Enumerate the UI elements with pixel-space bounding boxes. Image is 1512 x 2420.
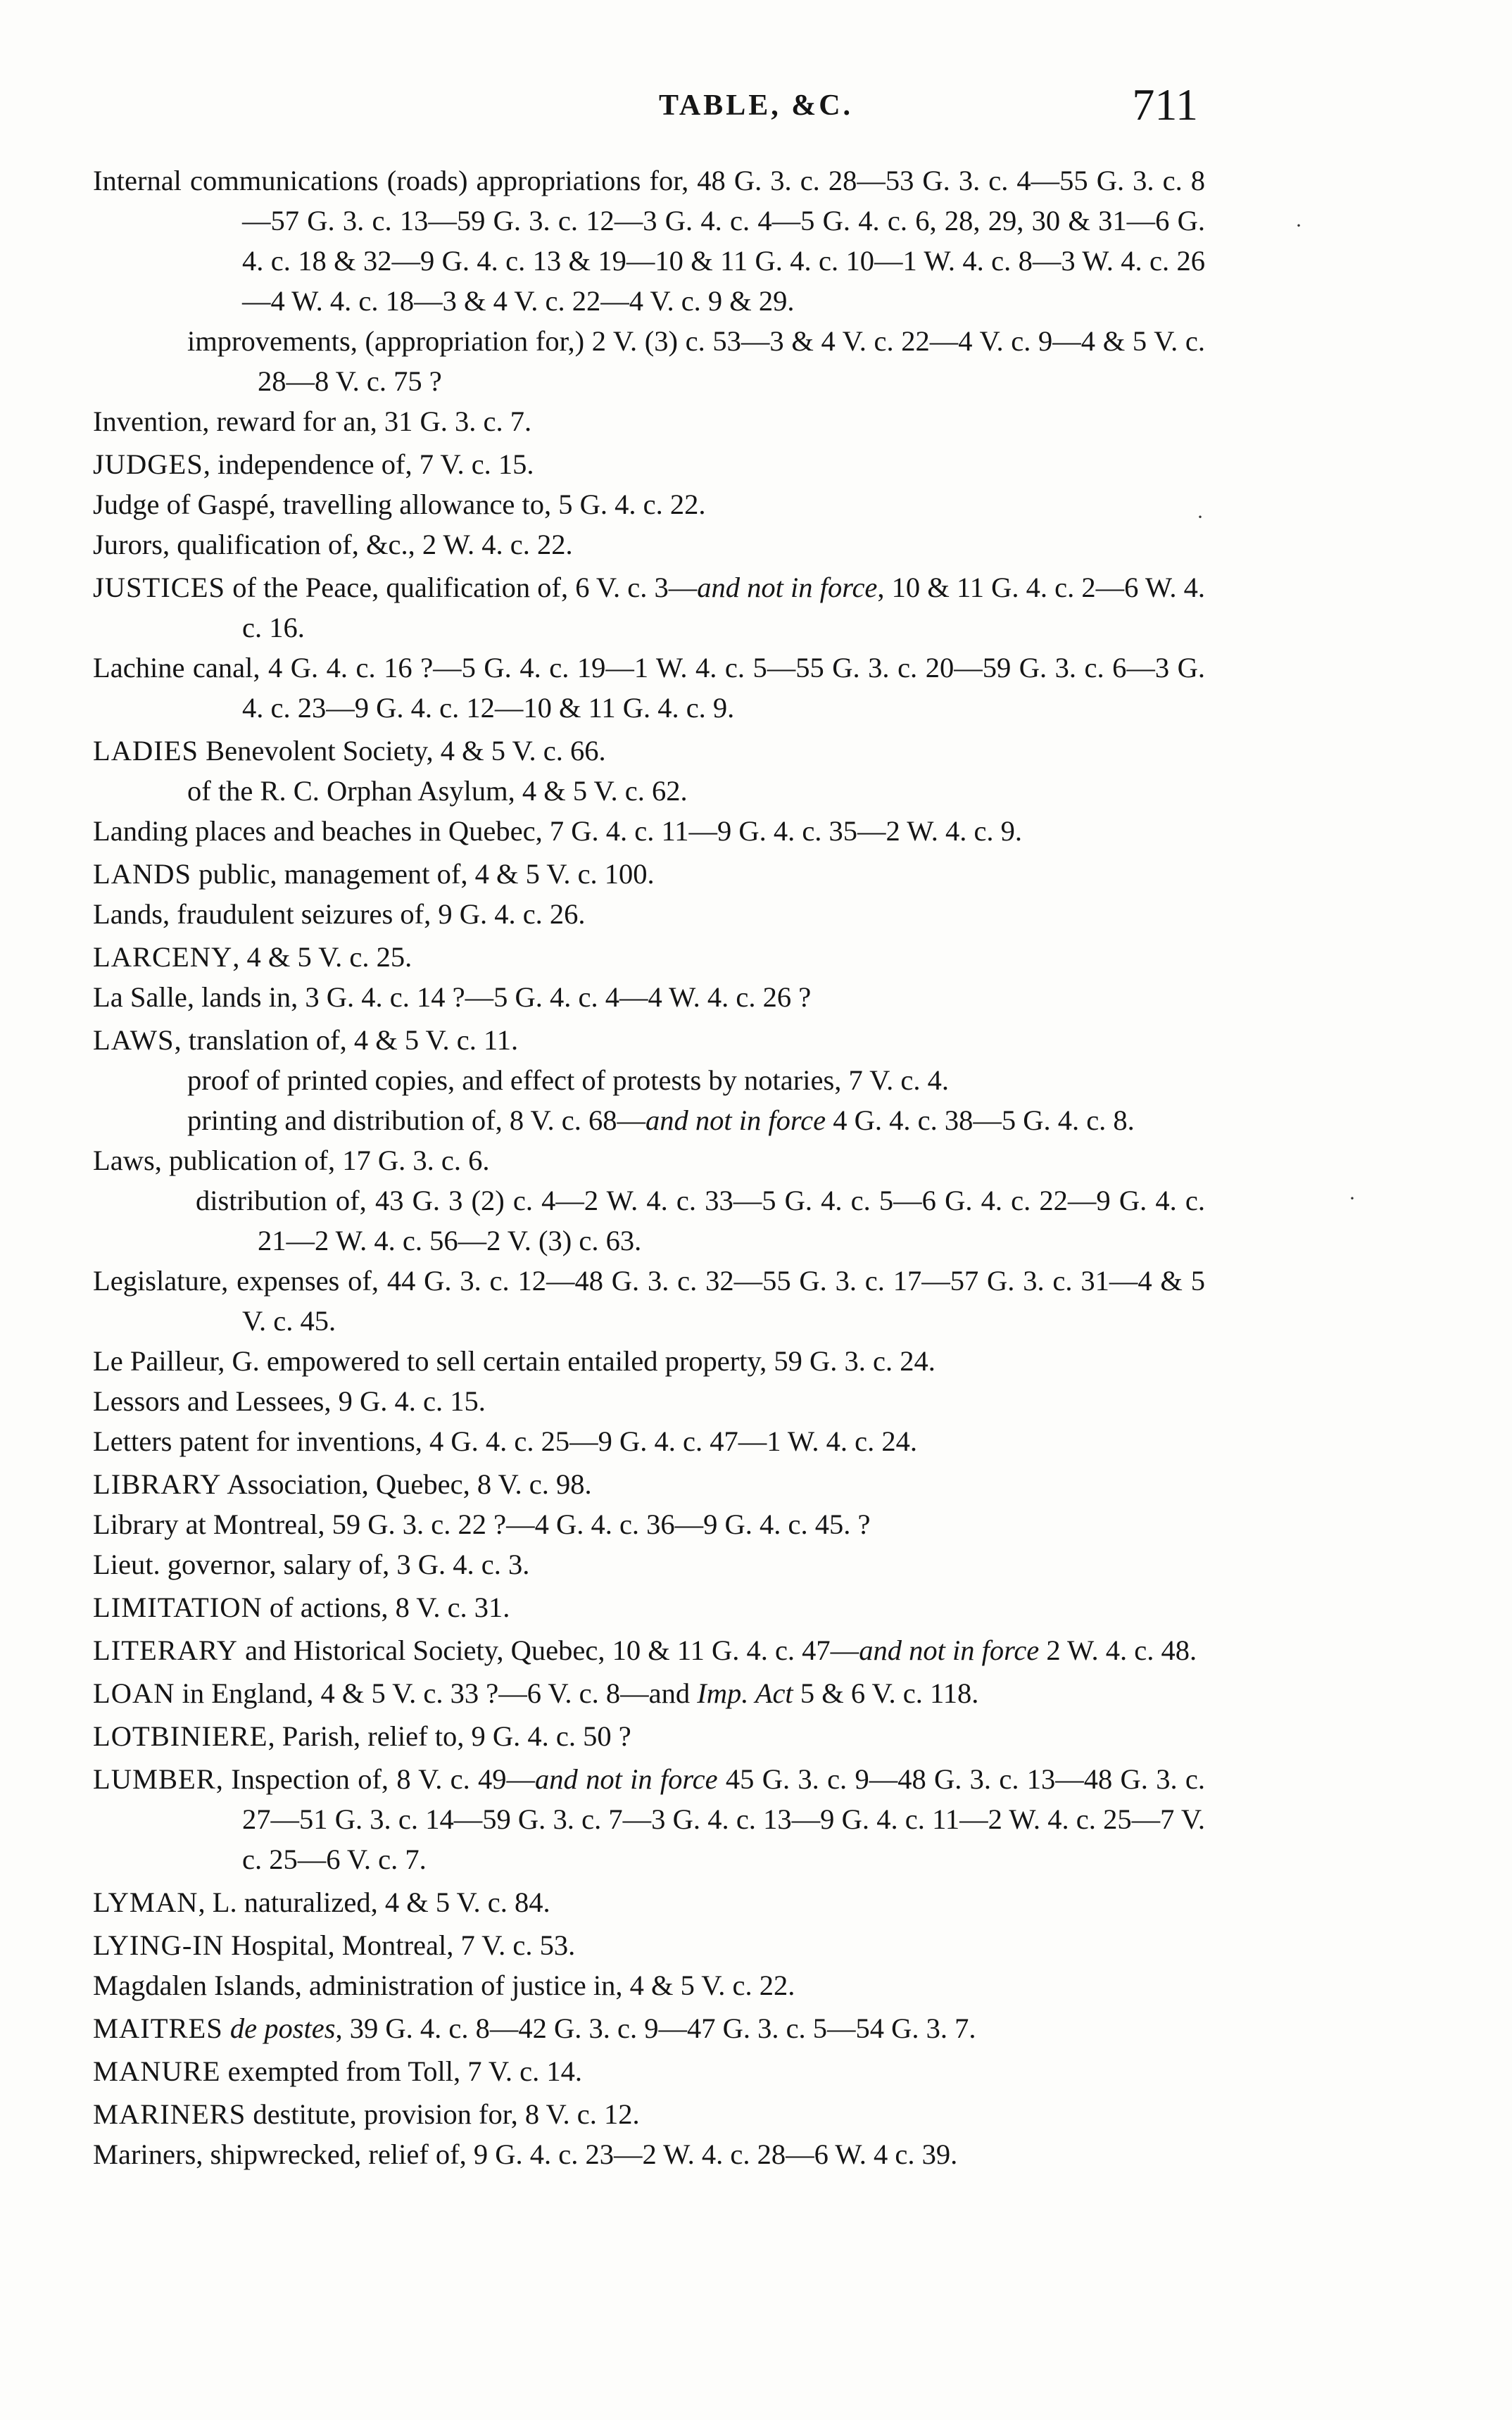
entry-text-tail: , 39 G. 4. c. 8—42 G. 3. c. 9—47 G. 3. c. 5—54 G. 3. 7. (335, 2012, 976, 2044)
entry-italic: and not in force (859, 1634, 1040, 1666)
index-entry (93, 524, 1205, 565)
index-entry (187, 1100, 1205, 1140)
entry-text: and Historical Society, Quebec, 10 & 11 G. 4. c. 47— (238, 1634, 859, 1666)
index-entry (93, 1261, 1205, 1341)
entry-text: of the R. C. Orphan Asylum, 4 & 5 V. c. 62. (187, 775, 688, 807)
entry-text: , Inspection of, 8 V. c. 49— (215, 1763, 536, 1795)
entry-heading: LARCENY (93, 941, 233, 973)
entry-text: Lessors and Lessees, 9 G. 4. c. 15. (93, 1385, 486, 1417)
entry-text: Letters patent for inventions, 4 G. 4. c. 25—9 G. 4. c. 47—1 W. 4. c. 24. (93, 1425, 917, 1457)
index-entry (93, 1544, 1205, 1584)
index-entry (93, 1341, 1205, 1381)
index-entry (93, 1020, 1205, 1060)
entry-text: Association, Quebec, 8 V. c. 98. (221, 1468, 592, 1500)
entry-text: exempted from Toll, 7 V. c. 14. (220, 2055, 583, 2087)
entry-text: , Parish, relief to, 9 G. 4. c. 50 ? (267, 1720, 631, 1752)
index-entry (93, 1587, 1205, 1627)
entry-italic: Imp. Act (697, 1677, 793, 1709)
index-entry (93, 160, 1205, 321)
running-title: TABLE, &C. (658, 89, 854, 122)
entry-text: improvements, (appropriation for,) 2 V. (3) c. 53—3 & 4 V. c. 22—4 V. c. 9—4 & 5 V. c. 28—8 V. c. 75 ? (187, 325, 1205, 397)
entry-text: proof of printed copies, and effect of protests by notaries, 7 V. c. 4. (187, 1064, 949, 1096)
running-head (0, 79, 1512, 135)
stray-mark: · (1295, 214, 1302, 237)
entry-text: , L. naturalized, 4 & 5 V. c. 84. (198, 1886, 550, 1918)
entry-text: , independence of, 7 V. c. 15. (203, 448, 534, 480)
index-entry (93, 484, 1205, 524)
entry-heading: LYMAN (93, 1886, 199, 1918)
entry-heading: LYING-IN (93, 1929, 225, 1961)
index-entry (93, 977, 1205, 1017)
entry-heading: LIBRARY (93, 1468, 222, 1500)
index-entry (93, 731, 1205, 771)
index-entry (93, 1504, 1205, 1544)
entry-text-tail: 2 W. 4. c. 48. (1039, 1634, 1197, 1666)
entry-text: Lachine canal, 4 G. 4. c. 16 ?—5 G. 4. c. 19—1 W. 4. c. 5—55 G. 3. c. 20—59 G. 3. c. 6—3 G. 4. c. 23—9 G. 4. c. 12—10 & 11 G. 4. c. 9. (93, 652, 1205, 724)
index-entry (93, 1630, 1205, 1670)
index-entry (93, 1965, 1205, 2005)
index-entry (93, 1759, 1205, 1879)
index-entry (187, 321, 1205, 401)
index-entry (93, 2094, 1205, 2134)
entry-text: public, management of, 4 & 5 V. c. 100. (191, 858, 655, 890)
entry-italic: and not in force (535, 1763, 718, 1795)
index-entry (93, 1421, 1205, 1461)
index-entry (93, 1882, 1205, 1922)
entry-text: distribution of, 43 G. 3 (2) c. 4—2 W. 4. c. 33—5 G. 4. c. 5—6 G. 4. c. 22—9 G. 4. c. 21—2 W. 4. c. 56—2 V. (3) c. 63. (196, 1185, 1205, 1256)
index-entry (93, 2134, 1205, 2174)
index-entry (93, 567, 1206, 648)
entry-text: of actions, 8 V. c. 31. (262, 1592, 510, 1623)
entry-text (223, 2012, 230, 2044)
entry-heading: LIMITATION (93, 1592, 263, 1623)
entry-text-tail: 5 & 6 V. c. 118. (793, 1677, 979, 1709)
entry-heading: LOAN (93, 1677, 175, 1709)
entry-text: Lieut. governor, salary of, 3 G. 4. c. 3. (93, 1549, 530, 1580)
entry-text: Invention, reward for an, 31 G. 3. c. 7. (93, 405, 532, 437)
entry-text: , 4 & 5 V. c. 25. (232, 941, 412, 973)
index-entry (93, 2008, 1205, 2048)
entry-text: in England, 4 & 5 V. c. 33 ?—6 V. c. 8—and (175, 1677, 698, 1709)
entry-text: La Salle, lands in, 3 G. 4. c. 14 ?—5 G. 4. c. 4—4 W. 4. c. 26 ? (93, 981, 812, 1013)
entry-heading: LANDS (93, 858, 192, 890)
index-entry (93, 1716, 1205, 1756)
index-entry (187, 771, 1205, 811)
entry-heading: JUSTICES (93, 572, 226, 603)
entry-text: Laws, publication of, 17 G. 3. c. 6. (93, 1145, 490, 1176)
index-entry (93, 937, 1205, 977)
stray-mark: · (1197, 505, 1204, 529)
entry-heading: LITERARY (93, 1634, 238, 1666)
entry-text-tail: 45 G. 3. c. 9—48 G. 3. c. 13—48 G. 3. c. 27—51 G. 3. c. 14—59 G. 3. c. 7—3 G. 4. c. 13—9 G. 4. c. 11—2 W. 4. c. 25—7 V. c. 25—6 V. c. 7. (242, 1763, 1205, 1875)
entry-text: Landing places and beaches in Quebec, 7 G. 4. c. 11—9 G. 4. c. 35—2 W. 4. c. 9. (93, 815, 1023, 847)
entry-italic: de postes (229, 2012, 336, 2044)
index-entries (93, 160, 1205, 2174)
entry-text: Legislature, expenses of, 44 G. 3. c. 12—48 G. 3. c. 32—55 G. 3. c. 17—57 G. 3. c. 31—4 & 5 V. c. 45. (93, 1265, 1205, 1337)
entry-italic: and not in force (645, 1104, 826, 1136)
entry-heading: MAITRES (93, 2012, 223, 2044)
entry-heading: MANURE (93, 2055, 221, 2087)
index-entry (93, 648, 1205, 728)
entry-text: printing and distribution of, 8 V. c. 68— (187, 1104, 645, 1136)
entry-heading: LAWS (93, 1024, 175, 1056)
entry-text: Judge of Gaspé, travelling allowance to, 5 G. 4. c. 22. (93, 489, 706, 520)
entry-heading: LADIES (93, 735, 199, 767)
entry-text-tail: 4 G. 4. c. 38—5 G. 4. c. 8. (826, 1104, 1135, 1136)
index-entry (93, 1925, 1205, 1965)
entry-text: Magdalen Islands, administration of justice in, 4 & 5 V. c. 22. (93, 1970, 795, 2001)
entry-text: Lands, fraudulent seizures of, 9 G. 4. c. 26. (93, 898, 586, 930)
entry-text: Le Pailleur, G. empowered to sell certain entailed property, 59 G. 3. c. 24. (93, 1345, 935, 1377)
entry-heading: LOTBINIERE (93, 1720, 268, 1752)
index-entry (93, 1464, 1205, 1504)
index-entry (93, 2051, 1205, 2091)
entry-italic: and not in force (697, 572, 878, 603)
index-entry (93, 401, 1205, 441)
entry-heading: LUMBER (93, 1763, 216, 1795)
entry-text: Library at Montreal, 59 G. 3. c. 22 ?—4 G. 4. c. 36—9 G. 4. c. 45. ? (93, 1508, 871, 1540)
index-entry (196, 1180, 1205, 1261)
index-entry (93, 1140, 1205, 1180)
entry-heading: MARINERS (93, 2098, 246, 2130)
entry-text: Benevolent Society, 4 & 5 V. c. 66. (199, 735, 606, 767)
index-entry (187, 1060, 1205, 1100)
entry-text: , translation of, 4 & 5 V. c. 11. (174, 1024, 519, 1056)
entry-text-tail: , 10 & 11 G. 4. c. 2—6 W. 4. c. 16. (242, 572, 1206, 643)
index-entry (93, 1381, 1205, 1421)
index-entry (93, 444, 1205, 484)
stray-mark: · (1349, 1187, 1356, 1210)
page-number: 711 (1132, 80, 1198, 130)
entry-text: Mariners, shipwrecked, relief of, 9 G. 4. c. 23—2 W. 4. c. 28—6 W. 4 c. 39. (93, 2138, 958, 2170)
index-entry (93, 854, 1205, 894)
index-entry (93, 894, 1205, 934)
index-entry (93, 811, 1205, 851)
entry-heading: JUDGES (93, 448, 203, 480)
entry-text: Internal communications (roads) appropriations for, 48 G. 3. c. 28—53 G. 3. c. 4—55 G. 3. c. 8—57 G. 3. c. 13—59 G. 3. c. 12—3 G. 4. c. 4—5 G. 4. c. 6, 28, 29, 30 & 31—6 G. 4. c. 18 & 32—9 G. 4. c. 13 & 19—10 & 11 G. 4. c. 10—1 W. 4. c. 8—3 W. 4. c. 26—4 W. 4. c. 18—3 & 4 V. c. 22—4 V. c. 9 & 29. (93, 165, 1205, 317)
entry-text: of the Peace, qualification of, 6 V. c. 3— (225, 572, 698, 603)
entry-text: Jurors, qualification of, &c., 2 W. 4. c. 22. (93, 529, 573, 560)
entry-text: destitute, provision for, 8 V. c. 12. (246, 2098, 640, 2130)
index-entry (93, 1673, 1205, 1713)
entry-text: Hospital, Montreal, 7 V. c. 53. (224, 1929, 576, 1961)
